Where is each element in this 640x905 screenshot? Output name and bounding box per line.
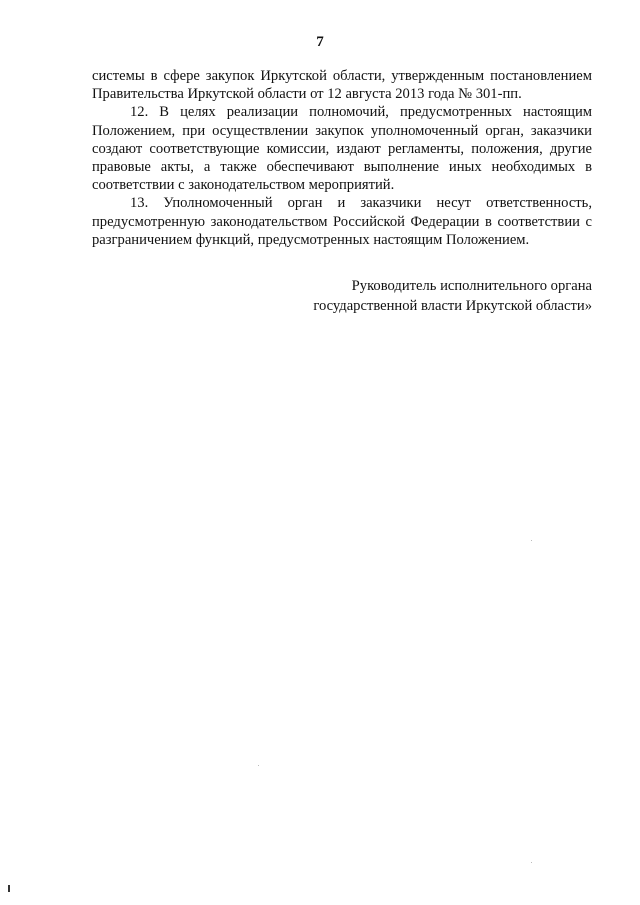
document-body — [92, 67, 592, 249]
signature-block — [272, 276, 592, 316]
signature-line-title: Руководитель исполнительного органа — [351, 278, 592, 294]
page-number: 7 — [316, 34, 324, 50]
paragraph-item-12: 12. В целях реализации полномочий, предусмотренных настоящим Положением, при осуществлении закупок уполномоченный орган, заказчики создают соответствующие комиссии, издают регламенты, положения, другие правовые акты, а также обеспечивают выполнение иных необходимых в соответствии с законодательством мероприятий. — [92, 104, 592, 194]
scan-speck — [531, 540, 532, 541]
scan-speck — [531, 862, 532, 863]
scan-speck — [258, 765, 259, 766]
paragraph-item-13: 13. Уполномоченный орган и заказчики несут ответственность, предусмотренную законодательством Российской Федерации в соответствии с разграничением функций, предусмотренных настоящим Положением. — [92, 195, 592, 248]
signature-line-authority: государственной власти Иркутской области» — [313, 298, 592, 314]
paragraph-continuation: системы в сфере закупок Иркутской области, утвержденным постановлением Правительства Иркутской области от 12 августа 2013 года № 301-пп. — [92, 68, 592, 103]
scan-artifact-mark — [8, 885, 10, 892]
